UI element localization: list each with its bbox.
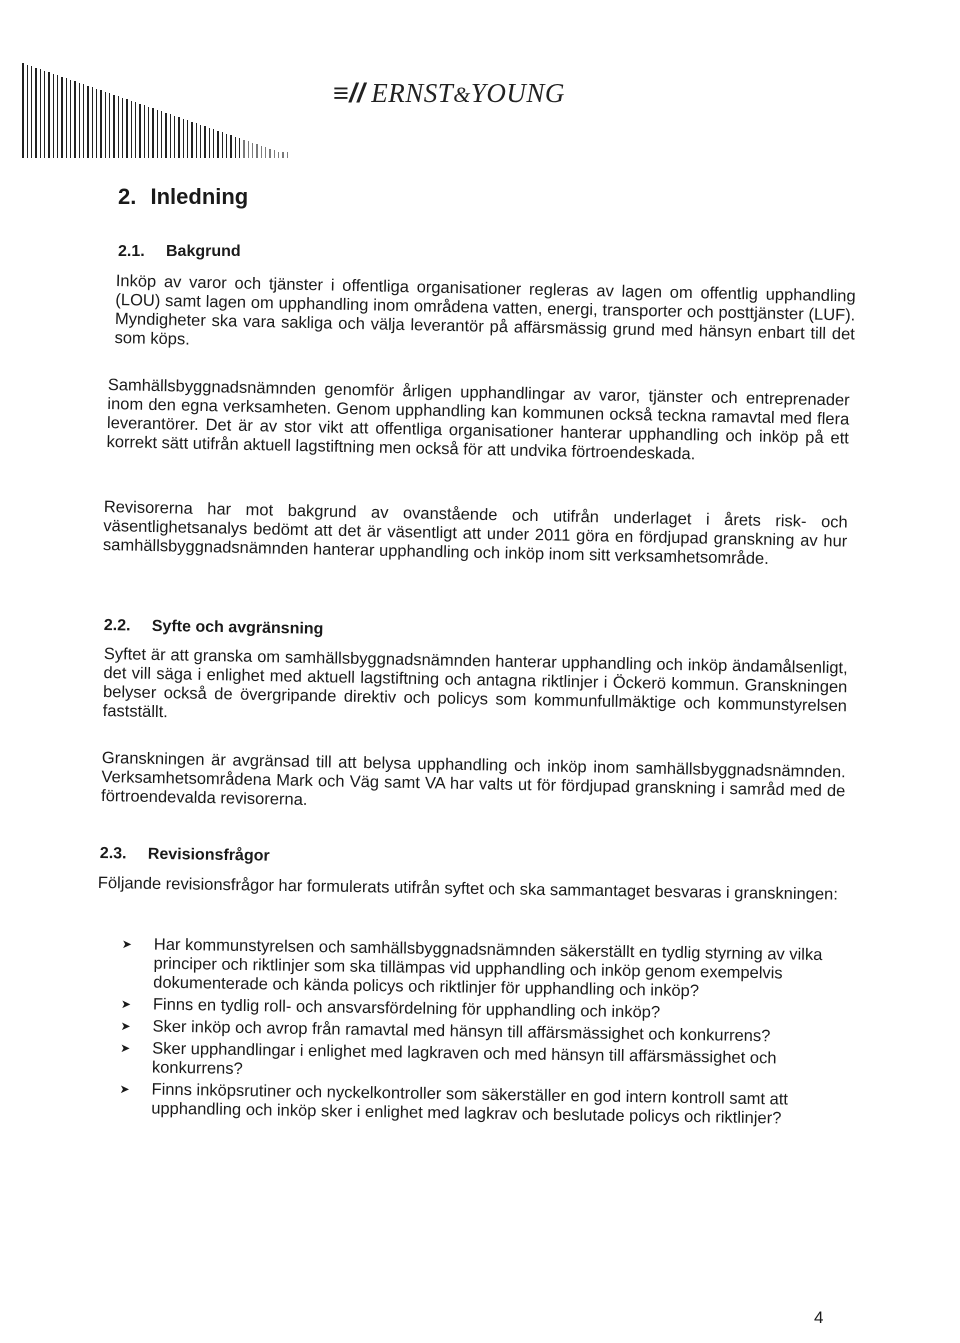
barcode-bar (79, 83, 80, 159)
barcode-bar (27, 65, 28, 159)
barcode-bar (200, 125, 201, 159)
barcode-bar (122, 98, 123, 159)
barcode-bar (92, 87, 93, 158)
barcode-bar (274, 150, 275, 158)
list-item-text: Sker inköp och avrop från ramavtal med hänsyn till affärsmässighet och konkurrens? (152, 1017, 771, 1046)
barcode-bar (226, 134, 227, 159)
list-item (115, 1080, 836, 1129)
barcode-bar (196, 123, 197, 158)
chapter-title: Inledning (150, 184, 249, 209)
barcode-bar (269, 149, 271, 159)
barcode-bar (144, 105, 145, 158)
section-heading-bakgrund (118, 243, 241, 261)
barcode-bar (83, 84, 84, 158)
barcode-graphic (22, 58, 322, 158)
barcode-bar (96, 89, 97, 159)
arrow-bullet-icon: ➤ (120, 1041, 131, 1056)
barcode-bar (57, 75, 58, 158)
revision-questions-list (115, 935, 838, 1132)
logo-mark: ≡// (333, 78, 366, 108)
barcode-bar (278, 152, 279, 159)
barcode-bar (230, 135, 232, 158)
section-title: Syfte och avgränsning (151, 617, 324, 638)
list-item-text: Finns en tydlig roll- och ansvarsfördelning för upphandling och inköp? (152, 995, 661, 1022)
ernst-young-logo (333, 78, 565, 109)
barcode-bar (165, 113, 167, 159)
barcode-bar (70, 80, 71, 159)
barcode-bar (161, 111, 162, 158)
barcode-bar (113, 95, 115, 159)
barcode-bar (217, 131, 219, 159)
barcode-bar (282, 152, 284, 158)
section-heading-syfte (104, 617, 324, 639)
arrow-bullet-icon: ➤ (121, 937, 133, 952)
barcode-bar (118, 96, 119, 158)
barcode-bar (209, 128, 210, 159)
paragraph: Syftet är att granska om samhällsbyggnadsnämnden hanterar upphandling och inköp ändamålsenligt, det vill säga i enlighet med aktuell lagstiftning och antagna riktlinjer i Öckerö kommun. Granskningen belyser också de övergripande direktiv och policys som kommunfullmäktige och kommunstyrelsen fastställt. (102, 645, 848, 722)
barcode-bar (135, 102, 136, 158)
barcode-bar (40, 69, 41, 158)
barcode-bar (35, 68, 37, 159)
barcode-bar (222, 132, 223, 158)
logo-text-young: YOUNG (470, 78, 565, 108)
barcode-bar (126, 99, 128, 158)
logo-ampersand: & (453, 82, 471, 107)
chapter-heading (118, 184, 248, 210)
barcode-bar (243, 140, 245, 159)
section-title: Bakgrund (166, 243, 241, 260)
section-number: 2.3. (99, 845, 127, 863)
paragraph: Granskningen är avgränsad till att belysa upphandling och inköp inom samhällsbyggnadsnämnden. Verksamhetsområdena Mark och Väg samt VA har valts ut för fördjupad granskning i samråd med de förtroendevalda revisorerna. (100, 749, 846, 809)
paragraph: Samhällsbyggnadsnämnden genomför årligen upphandlingar av varor, tjänster och entreprenader inom den egna verksamheten. Genom upphandling kan kommunen också teckna ramavtal med flera leverantörer. Det är av stor vikt att offentliga organisationer hanterar upphandling och inköp på ett korrekt sätt utifrån aktuell lagstiftning men också för att undvika förtroendeskada. (106, 376, 850, 464)
barcode-bar (235, 137, 236, 159)
arrow-bullet-icon: ➤ (119, 1082, 130, 1097)
barcode-bar (105, 92, 106, 159)
barcode-bar (74, 81, 76, 158)
list-item-text: Har kommunstyrelsen och samhällsbyggnadsnämnden säkerställt en tydlig styrning av vilka principer och riktlinjer som ska tillämpas vid upphandling och inköp genom exempelvis dokumenterade och kända policys och riktlinjer för upphandling och inköp? (153, 935, 823, 1001)
barcode-bar (152, 108, 154, 158)
barcode-bar (261, 146, 262, 159)
barcode-bar (252, 143, 253, 159)
list-item-text: Finns inköpsrutiner och nyckelkontroller som säkerställer en god intern kontroll samt att upphandling och inköp sker i enlighet med lagkrav och beslutade policys och riktlinjer? (151, 1080, 789, 1128)
barcode-bar (100, 90, 102, 158)
list-item (117, 935, 838, 1003)
barcode-bar (61, 77, 63, 159)
chapter-number: 2. (118, 184, 137, 209)
barcode-bar (287, 152, 288, 158)
barcode-bar (139, 104, 141, 159)
barcode-bar (44, 71, 45, 159)
paragraph: Revisorerna har mot bakgrund av ovanstående och utifrån underlaget i årets risk- och väsentlighetsanalys bedömt att det är väsentligt att under 2011 göra en fördjupad granskning av hur samhällsbyggnadsnämnden hanterar upphandling och inköp inom sitt verksamhetsområde. (102, 498, 848, 568)
paragraph: Följande revisionsfrågor har formulerats utifrån syftet och ska sammantaget besvaras i granskningen: (97, 874, 839, 904)
barcode-bar (131, 101, 132, 159)
barcode-bar (148, 107, 149, 159)
logo-text-ernst: ERNST (371, 78, 454, 108)
barcode-bar (239, 138, 240, 158)
barcode-bar (204, 126, 206, 158)
barcode-bar (174, 116, 175, 159)
barcode-bar (178, 117, 180, 158)
list-item-text: Sker upphandlingar i enlighet med lagkraven och med hänsyn till affärsmässighet och konkurrens? (151, 1039, 777, 1078)
barcode-bar (191, 122, 193, 159)
barcode-bar (87, 86, 89, 159)
barcode-bar (187, 120, 188, 158)
section-number: 2.1. (118, 243, 145, 260)
barcode-bar (213, 129, 214, 158)
barcode-bar (53, 74, 54, 159)
barcode-bar (170, 114, 171, 158)
barcode-bar (66, 78, 67, 158)
paragraph: Inköp av varor och tjänster i offentliga organisationer regleras av lagen om offentlig upphandling (LOU) samt lagen om upphandling inom områdena vatten, energi, transporter och posttjänster (LUF). Myndigheter ska vara sakliga och välja leverantör på affärsmässig grund med hänsyn enbart till det som köps. (114, 272, 856, 349)
arrow-bullet-icon: ➤ (120, 997, 132, 1012)
barcode-bar (157, 110, 158, 159)
barcode-bar (248, 141, 249, 158)
barcode-bar (265, 147, 266, 158)
section-number: 2.2. (103, 617, 131, 635)
barcode-bar (256, 144, 258, 158)
section-title: Revisionsfrågor (147, 845, 270, 865)
barcode-bar (109, 93, 110, 158)
barcode-bar (31, 66, 32, 158)
barcode-bar (183, 119, 184, 159)
page-number: 4 (814, 1308, 824, 1327)
section-heading-revisionsfragor (100, 845, 270, 866)
barcode-bar (22, 63, 24, 158)
arrow-bullet-icon: ➤ (120, 1019, 131, 1034)
barcode-bar (48, 72, 50, 158)
